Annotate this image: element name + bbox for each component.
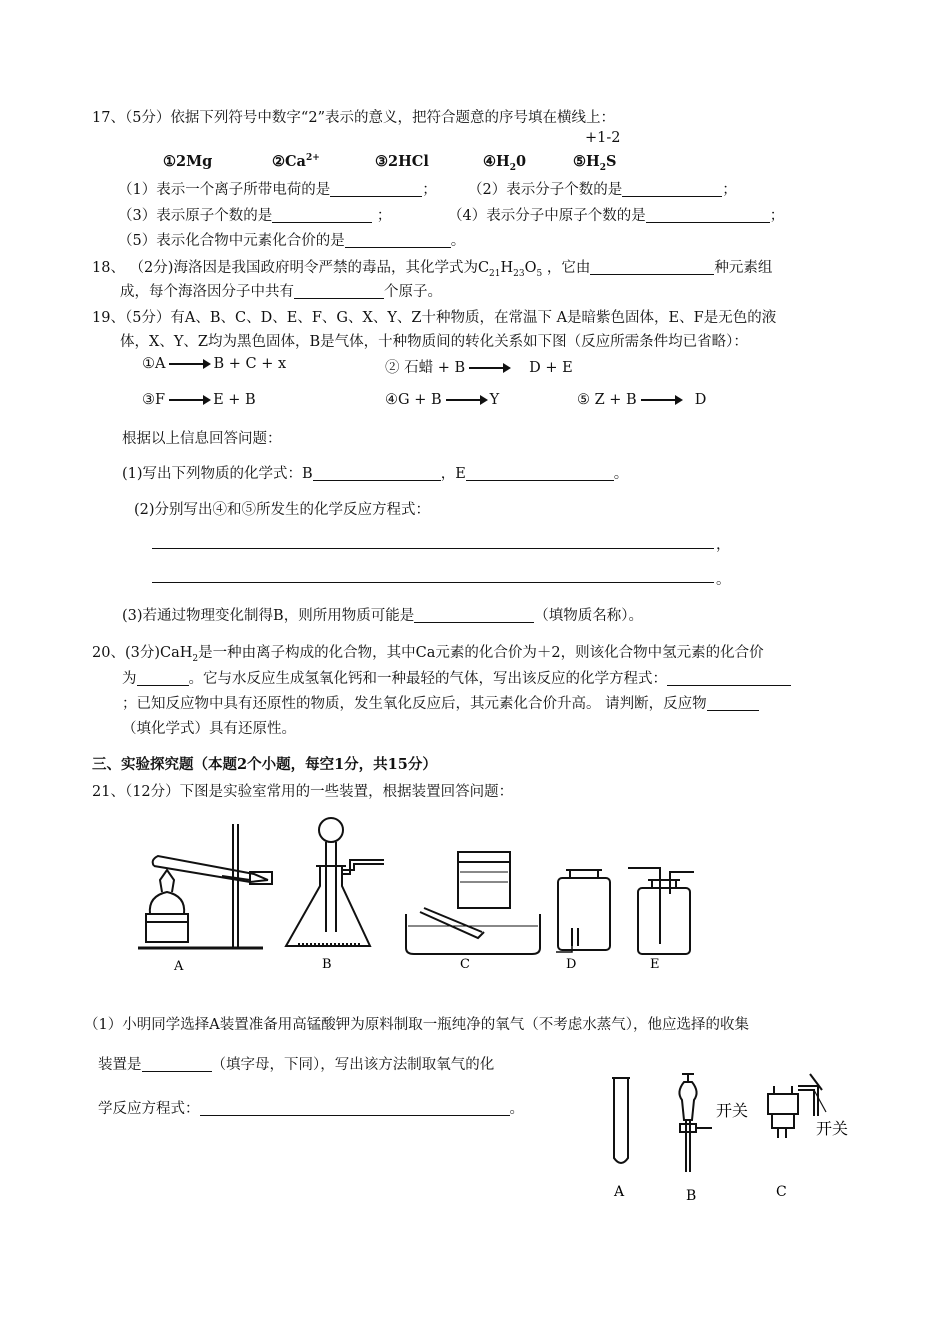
arrow-icon	[169, 399, 209, 401]
fig2-label-b: B	[686, 1188, 697, 1204]
q17-option-3: ③2HCl	[375, 153, 429, 170]
answer-line-1-end: ，	[716, 537, 731, 553]
q17-part-5: （5）表示化合物中元素化合价的是 。	[118, 233, 466, 249]
q20-line-2: 为 。它与水反应生成氢氧化钙和一种最轻的气体，写出该反应的化学方程式：	[122, 667, 791, 688]
q19-stem-1: 19、（5分）有A、B、C、D、E、F、G、X、Y、Z十种物质，在常温下 A是暗紫色固体，E、F是无色的液	[92, 310, 777, 326]
dropping-funnel-b	[679, 1074, 712, 1172]
q21-stem: 21、（12分）下图是实验室常用的一些装置，根据装置回答问题：	[92, 784, 514, 800]
q19-reaction-5: ⑤ Z + B D	[577, 392, 707, 408]
fig1-label-e: E	[650, 957, 660, 972]
q19-stem-2: 体，X、Y、Z均为黑色固体，B是气体，十种物质间的转化关系如下图（反应所需条件均已省略）：	[120, 334, 748, 350]
q17-part-2: （2）表示分子个数的是 ；	[468, 182, 737, 198]
test-tube-a	[612, 1078, 630, 1163]
arrow-icon	[169, 363, 209, 365]
q17-option-4: $④H_20$	[483, 153, 527, 173]
fig1-label-d: D	[566, 957, 577, 972]
q17-part-1: （1）表示一个离子所带电荷的是 ；	[118, 182, 437, 198]
q20-line-4: （填化学式）具有还原性。	[122, 721, 296, 737]
switch-label-2: 开关	[816, 1119, 849, 1138]
apparatus-e	[628, 868, 694, 954]
q17-option-5: $⑤H_2S$	[573, 153, 617, 173]
answer-line-1[interactable]	[152, 548, 714, 549]
answer-line-2[interactable]	[152, 582, 714, 583]
apparatus-b	[286, 818, 384, 946]
q18-line-2: 成，每个海洛因分子中共有 个原子。	[120, 284, 442, 300]
valve-figure	[600, 1060, 862, 1208]
q17-part-3: （3）表示原子个数的是 ；	[118, 208, 392, 224]
q19-sub-1: (1)写出下列物质的化学式：B ，E 。	[122, 466, 629, 482]
q20-line-1: 20、(3分)CaH$_2$是一种由离子构成的化合物，其中Ca元素的化合价为＋2，则该化合物中氢元素的化合价	[92, 645, 764, 664]
fig1-label-a: A	[174, 959, 184, 974]
q19-reaction-2: ② 石蜡 + B D + E	[385, 360, 573, 376]
q21-sub-1-line-1: （1）小明同学选择A装置准备用高锰酸钾为原料制取一瓶纯净的氧气（不考虑水蒸气），他应选择的收集	[84, 1017, 749, 1033]
section-heading: 三、实验探究题（本题2个小题，每空1分，共15分）	[92, 756, 437, 773]
q19-sub-2: (2)分别写出④和⑤所发生的化学反应方程式：	[134, 502, 431, 518]
fig1-label-c: C	[460, 957, 470, 972]
switch-label-1: 开关	[716, 1101, 749, 1120]
q20-line-3: ；已知反应物中具有还原性的物质，发生氧化反应后，其元素化合价升高。 请判断，反应物	[122, 692, 759, 713]
apparatus-a	[138, 824, 272, 948]
fig2-label-a: A	[614, 1184, 625, 1200]
q21-sub-1-line-3: 学反应方程式： 。	[98, 1101, 524, 1117]
q19-reaction-1: ①A B + C + x	[142, 356, 287, 372]
apparatus-figure	[138, 814, 708, 974]
q17-option-2: $②Ca^{2+}$	[272, 153, 320, 170]
q17-valence-note: +1-2	[585, 130, 621, 146]
apparatus-d	[556, 870, 610, 952]
drying-tube-c	[768, 1074, 822, 1138]
answer-line-2-end: 。	[716, 572, 731, 588]
q19-intro: 根据以上信息回答问题：	[122, 431, 282, 447]
fig2-label-c: C	[776, 1184, 787, 1200]
arrow-icon	[641, 399, 681, 401]
q18-line-1: 18、 （2分)海洛因是我国政府明令严禁的毒品，其化学式为$C_{21}H_{23}O_5$ ，它由 种元素组	[92, 260, 773, 279]
q21-sub-1-line-2: 装置是 （填字母，下同），写出该方法制取氧气的化	[98, 1057, 495, 1073]
q17-option-1: ①2Mg	[163, 153, 213, 170]
arrow-icon	[469, 367, 509, 369]
q19-reaction-4: ④G + B Y	[385, 392, 500, 408]
q19-sub-3: (3)若通过物理变化制得B，则所用物质可能是 （填物质名称）。	[122, 608, 643, 624]
fig1-label-b: B	[322, 957, 332, 972]
q17-stem: 17、（5分）依据下列符号中数字“2”表示的意义，把符合题意的序号填在横线上：	[92, 110, 615, 126]
arrow-icon	[446, 399, 486, 401]
q17-part-4: （4）表示分子中原子个数的是 ；	[448, 208, 785, 224]
apparatus-c	[406, 852, 540, 954]
q19-reaction-3: ③F E + B	[142, 392, 256, 408]
